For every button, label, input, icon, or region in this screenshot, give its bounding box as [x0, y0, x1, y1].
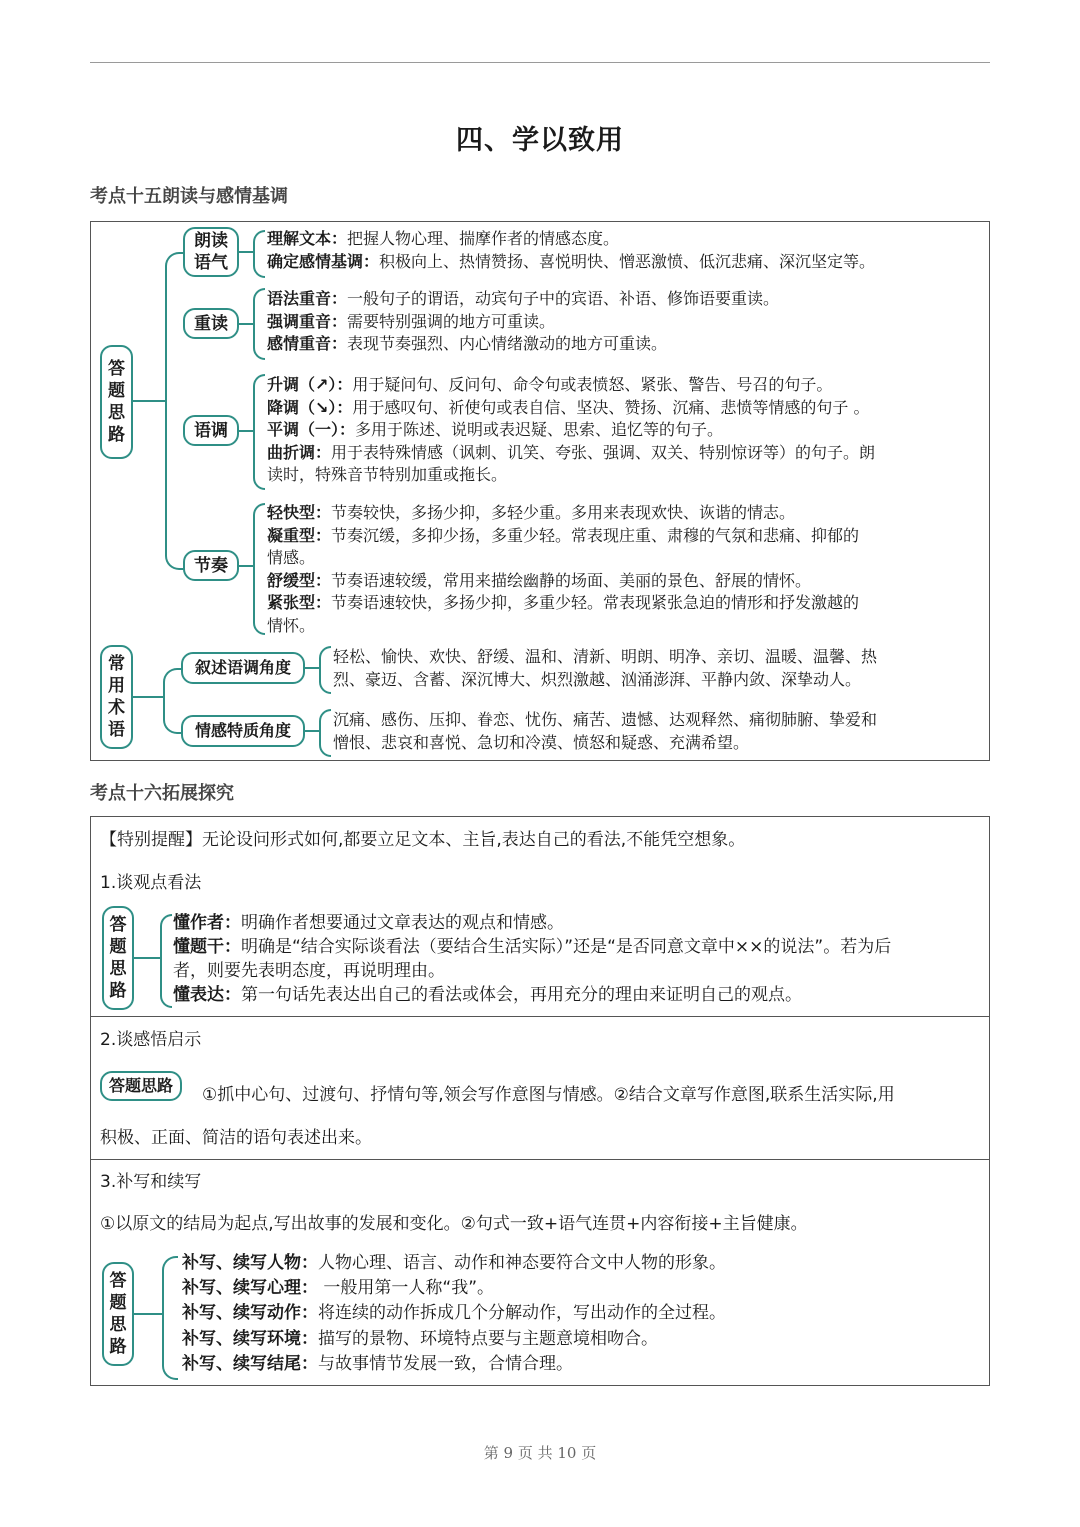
connector: [305, 667, 319, 669]
term-key: 懂表达：: [173, 985, 241, 1005]
term-text: 表现节奏强烈、内心情绪激动的地方可重读。: [347, 334, 668, 353]
narrative-terms-text: [333, 646, 877, 691]
text-line: [182, 1251, 726, 1276]
term-key: 补写、续写动作：: [182, 1303, 318, 1324]
branch-1-text: [267, 228, 875, 273]
branch-4-text: [267, 502, 859, 637]
text-line: [182, 1352, 726, 1377]
text-line: [267, 228, 875, 251]
special-reminder: 【特别提醒】无论设问形式如何,都要立足文本、主旨,表达自己的看法,不能凭空想象。: [100, 830, 746, 850]
text-line: [267, 374, 875, 397]
top-rule: [90, 62, 990, 63]
text-line: [267, 311, 779, 334]
label-char: 答: [108, 359, 125, 379]
text-line: 沉痛、感伤、压抑、眷恋、忧伤、痛苦、遗憾、达观释然、痛彻肺腑、挚爱和: [333, 710, 878, 729]
part-2-heading: 2.谈感悟启示: [100, 1030, 202, 1050]
label-char: 常: [108, 654, 125, 674]
label-char: 术: [108, 698, 125, 718]
text-line: [182, 1276, 726, 1301]
text-line: [267, 525, 859, 548]
term-key: 升调（↗）：: [267, 375, 353, 394]
emotion-trait-label: 情感特质角度: [181, 715, 305, 747]
branch-intonation: 语调: [183, 415, 239, 446]
term-key: 平调（一）：: [267, 420, 356, 439]
text-line: [267, 547, 859, 570]
term-text: 用于感叹句、祈使句或表自信、坚决、赞扬、沉痛、悲愤等情感的句子 。: [352, 397, 870, 417]
term-key: 补写、续写结尾：: [182, 1353, 318, 1374]
label-char: 思: [108, 403, 125, 423]
text-line: [267, 615, 859, 638]
label-char: 路: [108, 425, 125, 445]
connector: [133, 400, 165, 402]
brace-emotion: [319, 709, 331, 757]
text-line: [267, 442, 875, 465]
term-text: 读时，特殊音节特别加重或拖长。: [267, 465, 508, 484]
part-3-approach-label: [102, 1262, 134, 1366]
part-3-text: [182, 1251, 726, 1377]
brace-narrative: [319, 646, 331, 694]
common-terms-label: [100, 645, 133, 749]
text-line: [173, 983, 891, 1007]
term-key: 理解文本：: [267, 229, 348, 248]
term-text: 需要特别强调的地方可重读。: [347, 311, 556, 331]
text-line: [173, 935, 891, 959]
term-key: 补写、续写心理：: [182, 1278, 318, 1299]
term-key: 紧张型：: [267, 593, 332, 612]
term-key: 懂作者：: [173, 913, 241, 933]
term-text: 第一句话先表达出自己的看法或体会，再用充分的理由来证明自己的观点。: [241, 985, 802, 1005]
part-2-line-2: 积极、正面、简洁的语句表述出来。: [100, 1128, 372, 1148]
term-text: 一般句子的谓语，动宾句子中的宾语、补语、修饰语要重读。: [347, 289, 780, 308]
term-key: 确定感情基调：: [267, 251, 380, 271]
term-key: 舒缓型：: [267, 570, 332, 590]
text-line: [267, 288, 779, 311]
term-text: 明确作者想要通过文章表达的观点和情感。: [241, 913, 564, 933]
branch-stress: 重读: [183, 308, 239, 339]
page-footer: 第 9 页 共 10 页: [483, 1444, 597, 1462]
term-key: 曲折调：: [267, 442, 332, 462]
answer-approach-label: [100, 345, 133, 459]
brace-b1: [253, 230, 265, 278]
brace-terms: [163, 668, 183, 734]
branch-reading-tone: [183, 227, 239, 277]
cell-divider: [90, 1016, 990, 1017]
term-text: 一般用第一人称“我”。: [318, 1278, 495, 1299]
text-line: 轻松、愉快、欢快、舒缓、温和、清新、明朗、明净、亲切、温暖、温馨、热: [333, 647, 878, 666]
term-text: 描写的景物、环境特点要与主题意境相吻合。: [318, 1328, 658, 1349]
brace-b3: [253, 374, 265, 490]
text-line: [173, 959, 891, 983]
text-line: [267, 333, 779, 356]
text-line: [267, 251, 875, 274]
part-3-intro: ①以原文的结局为起点,写出故事的发展和变化。②句式一致+语气连贯+内容衔接+主旨健康。: [100, 1214, 808, 1234]
brace-part-3: [162, 1256, 178, 1380]
connector: [134, 957, 160, 959]
part-3-heading: 3.补写和续写: [100, 1172, 202, 1192]
term-text: 积极向上、热情赞扬、喜悦明快、憎恶激愤、低沉悲痛、深沉坚定等。: [379, 251, 876, 271]
term-text: 节奏语速较快，多扬少抑，多重少轻。常表现紧张急迫的情形和抒发激越的: [331, 593, 860, 612]
text-line: [267, 419, 875, 442]
text-line: [267, 397, 875, 420]
term-text: 节奏较快，多扬少抑，多轻少重。多用来表现欢快、诙谐的情志。: [331, 503, 796, 522]
text-line: [173, 911, 891, 935]
term-text: 节奏语速较缓，常用来描绘幽静的场面、美丽的景色、舒展的情怀。: [331, 570, 812, 590]
text-line: [267, 464, 875, 487]
text-line: [267, 502, 859, 525]
connector: [133, 696, 163, 698]
section-16-title: 考点十六拓展探究: [90, 783, 234, 804]
term-key: 凝重型：: [267, 525, 332, 545]
section-15-box: [90, 221, 990, 761]
part-1-text: [173, 911, 891, 1007]
label-char: 思: [109, 959, 127, 979]
term-key: 语法重音：: [267, 289, 348, 308]
term-key: 补写、续写环境：: [182, 1328, 318, 1349]
connector: [239, 565, 253, 567]
cell-divider: [90, 1159, 990, 1160]
term-text: 情怀。: [267, 615, 316, 635]
label-char: 题: [108, 381, 125, 401]
label-char: 答: [109, 1271, 127, 1291]
term-text: 人物心理、语言、动作和神态要符合文中人物的形象。: [318, 1253, 726, 1273]
part-2-approach-label: 答题思路: [100, 1071, 182, 1101]
term-key: 补写、续写人物：: [182, 1253, 318, 1273]
brace-main: [165, 252, 185, 570]
term-text: 情感。: [267, 548, 316, 567]
page-title: 四、学以致用: [456, 125, 624, 156]
term-key: 轻快型：: [267, 503, 332, 522]
label-char: 用: [108, 676, 125, 696]
emotion-terms-text: [333, 709, 877, 754]
term-text: 把握人物心理、揣摩作者的情感态度。: [347, 229, 620, 248]
label-char: 题: [109, 937, 127, 957]
section-15-title: 考点十五朗读与感情基调: [90, 186, 288, 207]
brace-b4: [253, 503, 265, 635]
term-text: 多用于陈述、说明或表迟疑、思索、追忆等的句子。: [355, 420, 724, 439]
term-text: 用于表特殊情感（讽刺、讥笑、夸张、强调、双关、特别惊讶等）的句子。朗: [331, 442, 876, 462]
term-key: 懂题干：: [173, 937, 241, 957]
label-char: 路: [109, 1337, 127, 1357]
term-text: 者，则要先表明态度，再说明理由。: [173, 961, 445, 981]
label-char: 语: [108, 720, 125, 740]
label-char: 路: [109, 981, 127, 1001]
label-char: 答: [109, 915, 127, 935]
connector: [239, 251, 253, 253]
text-line: [267, 570, 859, 593]
connector: [239, 323, 253, 325]
narrative-tone-label: 叙述语调角度: [181, 652, 305, 684]
term-text: 节奏沉缓，多抑少扬，多重少轻。常表现庄重、肃穆的气氛和悲痛、抑郁的: [331, 525, 860, 545]
text-line: [267, 592, 859, 615]
term-text: 与故事情节发展一致，合情合理。: [318, 1353, 573, 1374]
part-1-approach-label: [102, 906, 134, 1010]
label-char: 题: [109, 1293, 127, 1313]
branch-label-line: 朗读: [194, 231, 228, 251]
brace-part-1: [160, 914, 172, 1008]
part-2-line-1: ①抓中心句、过渡句、抒情句等,领会写作意图与情感。②结合文章写作意图,联系生活实际,用: [202, 1085, 895, 1105]
text-line: [182, 1327, 726, 1352]
text-line: [182, 1301, 726, 1326]
connector: [134, 1313, 162, 1315]
branch-rhythm: 节奏: [183, 550, 239, 581]
term-key: 强调重音：: [267, 311, 348, 331]
term-key: 感情重音：: [267, 334, 348, 353]
branch-3-text: [267, 374, 875, 487]
term-text: 将连续的动作拆成几个分解动作，写出动作的全过程。: [318, 1303, 726, 1324]
branch-label-line: 语气: [194, 253, 228, 273]
term-text: 明确是“结合实际谈看法（要结合生活实际）”还是“是否同意文章中××的说法”。若为后: [241, 937, 892, 957]
text-line: 烈、豪迈、含蓄、深沉博大、炽烈激越、汹涌澎湃、平静内敛、深挚动人。: [333, 669, 862, 689]
term-text: 用于疑问句、反问句、命令句或表愤怒、紧张、警告、号召的句子。: [352, 375, 833, 394]
connector: [239, 430, 253, 432]
text-line: 憎恨、悲哀和喜悦、急切和冷漠、愤怒和疑惑、充满希望。: [333, 732, 750, 752]
label-char: 思: [109, 1315, 127, 1335]
connector: [305, 730, 319, 732]
term-key: 降调（↘）：: [267, 397, 353, 417]
part-1-heading: 1.谈观点看法: [100, 873, 202, 893]
branch-2-text: [267, 288, 779, 356]
brace-b2: [253, 288, 265, 360]
